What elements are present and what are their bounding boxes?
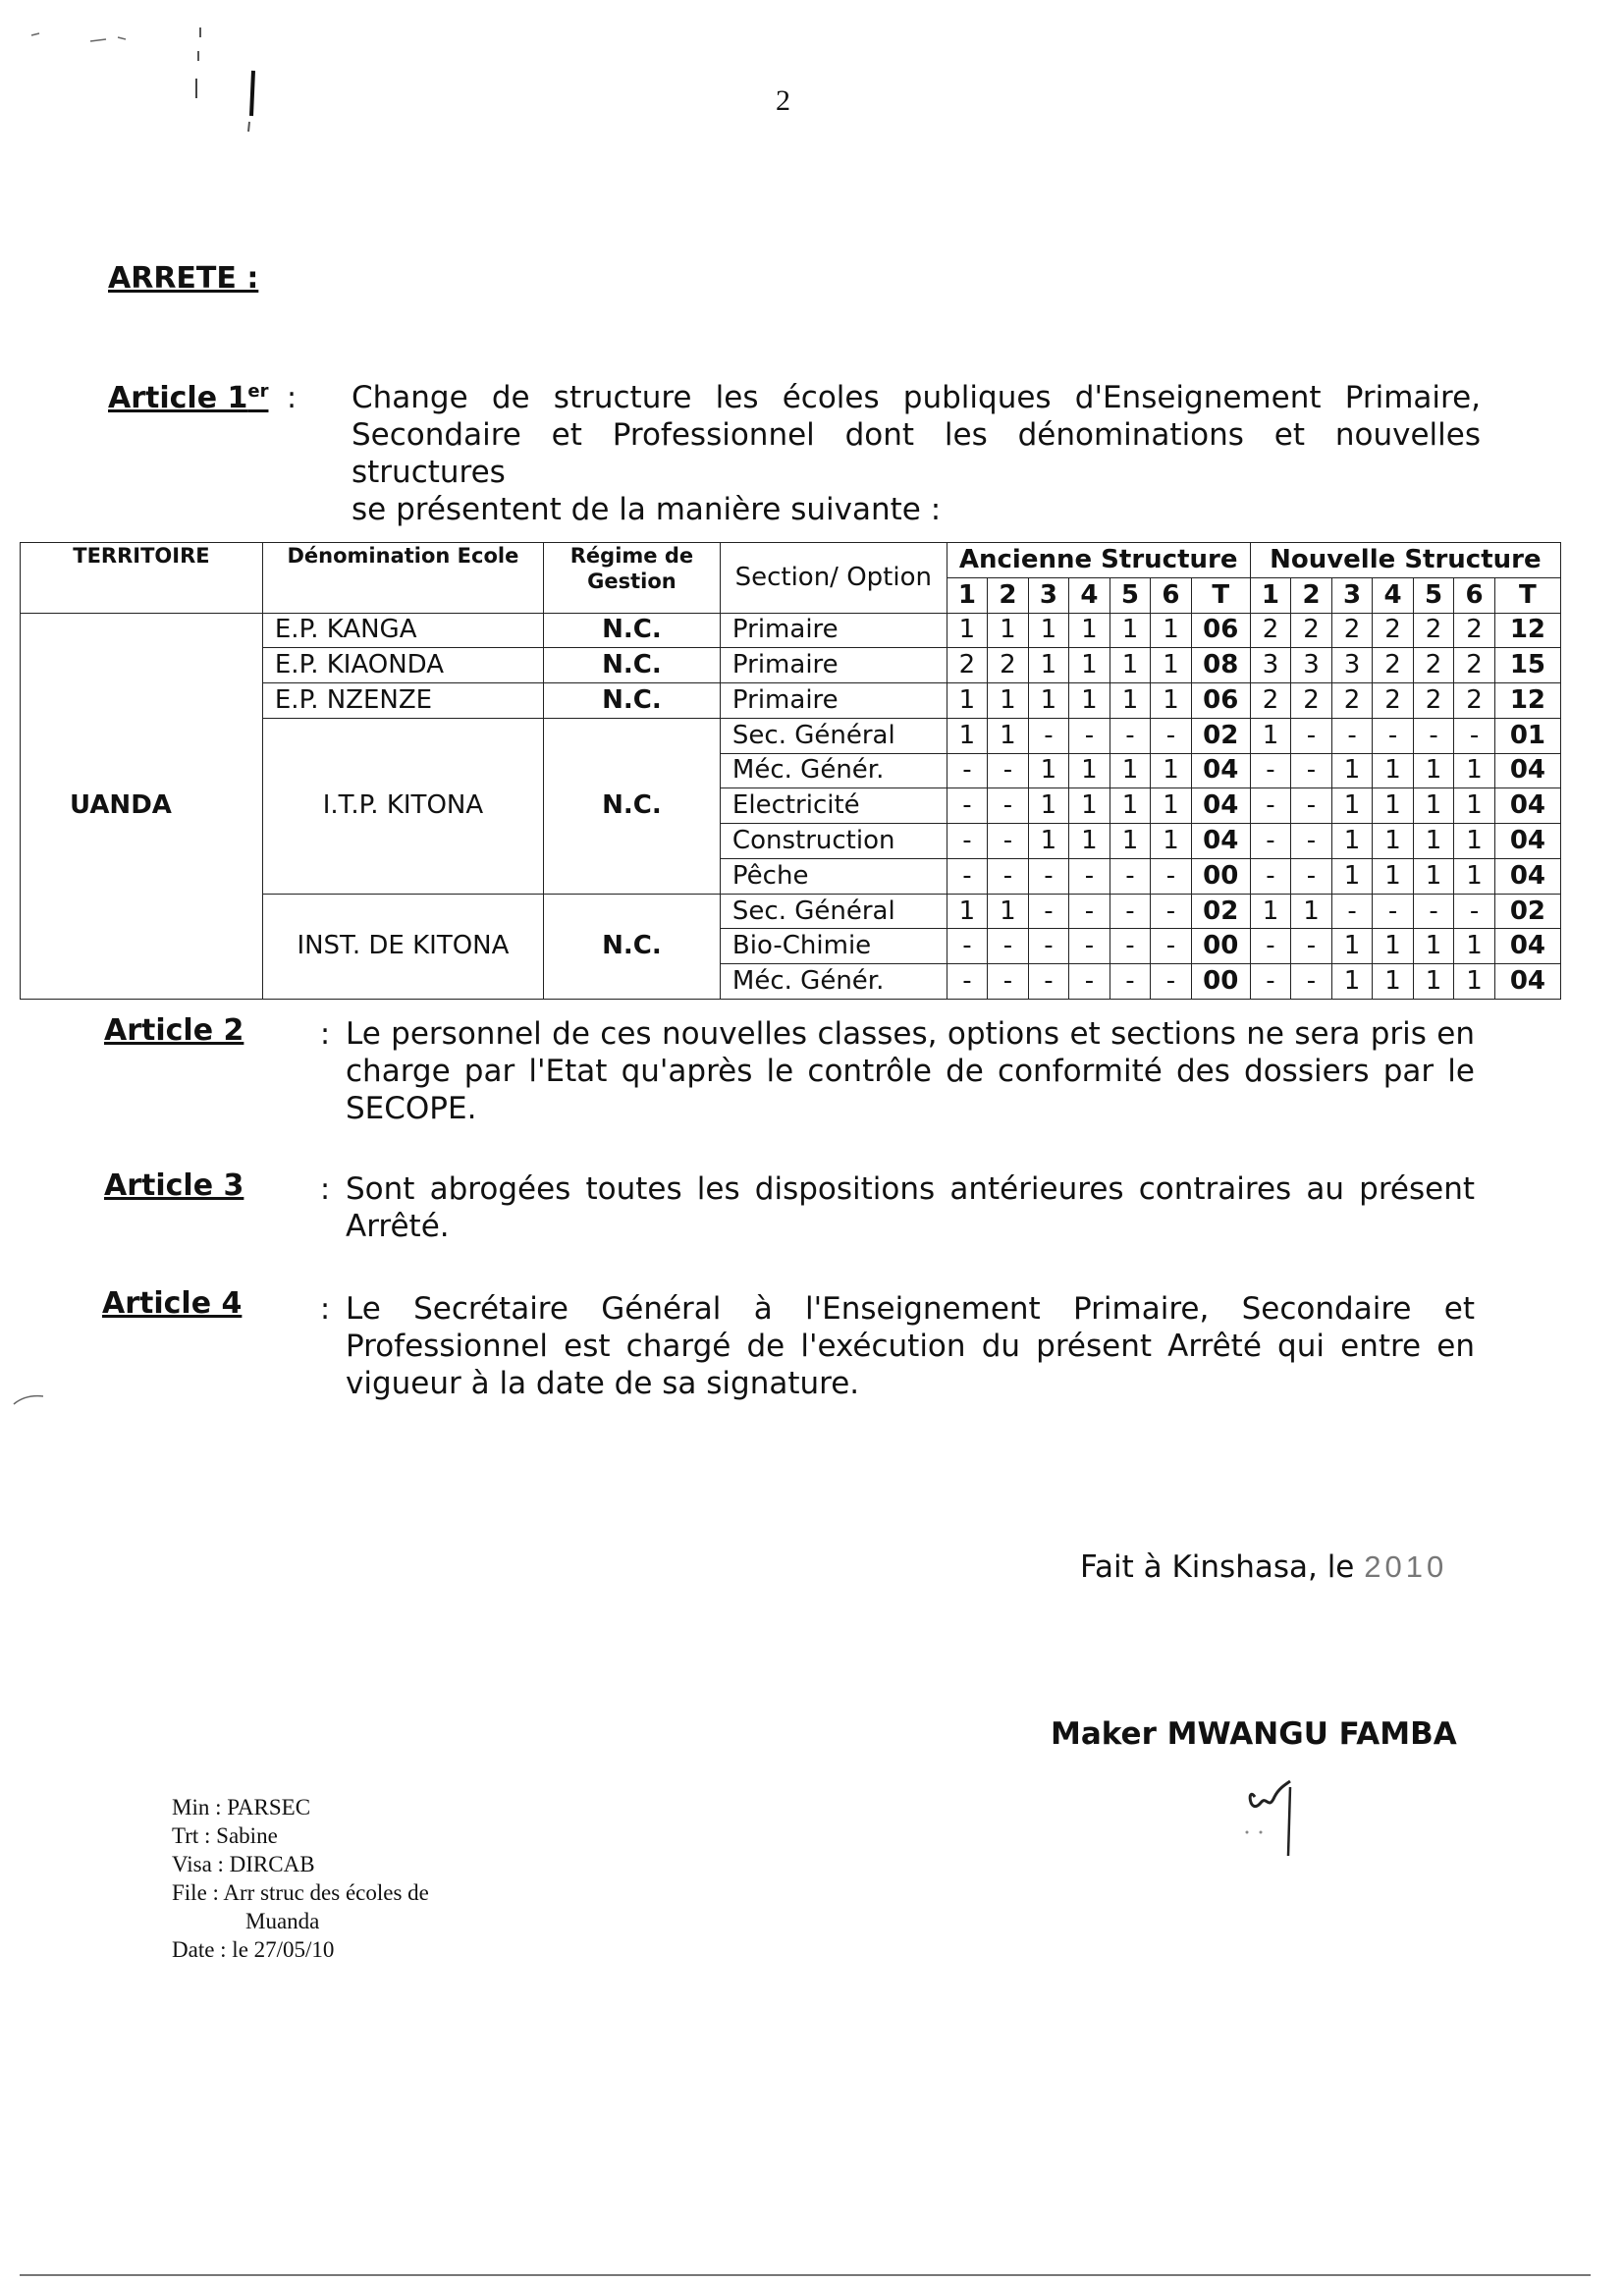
article-4-line: Le Secrétaire Général à l'Enseignement Primaire, Secondaire et — [346, 1291, 1475, 1327]
nouvelle-value-cell: 1 — [1331, 753, 1373, 788]
ancienne-value-cell: - — [1028, 929, 1069, 964]
ancienne-value-cell: 04 — [1191, 788, 1250, 824]
nouvelle-value-cell: 1 — [1331, 929, 1373, 964]
nouvelle-value-cell: - — [1250, 858, 1291, 894]
nouvelle-value-cell: - — [1291, 753, 1332, 788]
regime-cell: N.C. — [543, 894, 720, 999]
regime-cell: N.C. — [543, 613, 720, 648]
regime-cell: N.C. — [543, 718, 720, 894]
nouvelle-value-cell: 2 — [1291, 613, 1332, 648]
col-header: 3 — [1331, 577, 1373, 613]
nouvelle-value-cell: - — [1250, 824, 1291, 859]
article-2-line: Le personnel de ces nouvelles classes, options et sections ne sera pris en — [346, 1016, 1475, 1052]
nouvelle-value-cell: - — [1454, 718, 1495, 753]
ancienne-value-cell: - — [988, 824, 1029, 859]
ancienne-value-cell: - — [1110, 858, 1151, 894]
nouvelle-value-cell: 12 — [1494, 683, 1560, 719]
header-regime: Régime de Gestion — [543, 543, 720, 614]
header-ancienne-structure: Ancienne Structure — [947, 543, 1250, 578]
nouvelle-value-cell: 15 — [1494, 648, 1560, 683]
ancienne-value-cell: 1 — [1069, 613, 1110, 648]
nouvelle-value-cell: 04 — [1494, 858, 1560, 894]
ancienne-value-cell: 1 — [1028, 753, 1069, 788]
section-cell: Primaire — [720, 648, 947, 683]
scan-artifacts — [0, 0, 295, 157]
section-cell: Construction — [720, 824, 947, 859]
article-2-line: SECOPE. — [346, 1091, 477, 1126]
nouvelle-value-cell: 3 — [1331, 648, 1373, 683]
place-date-line — [1080, 1549, 1447, 1585]
ancienne-value-cell: 1 — [1028, 788, 1069, 824]
ancienne-value-cell: 1 — [947, 613, 988, 648]
ancienne-value-cell: 1 — [988, 894, 1029, 929]
col-header: 4 — [1069, 577, 1110, 613]
nouvelle-value-cell: - — [1413, 894, 1454, 929]
ancienne-value-cell: - — [1110, 929, 1151, 964]
nouvelle-value-cell: 1 — [1454, 824, 1495, 859]
ancienne-value-cell: 08 — [1191, 648, 1250, 683]
ancienne-value-cell: 2 — [947, 648, 988, 683]
article-2-line: charge par l'Etat qu'après le contrôle de conformité des dossiers par le — [346, 1054, 1475, 1089]
nouvelle-value-cell: - — [1373, 718, 1414, 753]
header-territoire: TERRITOIRE — [21, 543, 263, 614]
nouvelle-value-cell: 1 — [1373, 824, 1414, 859]
nouvelle-value-cell: 01 — [1494, 718, 1560, 753]
ancienne-value-cell: - — [988, 858, 1029, 894]
ancienne-value-cell: - — [988, 788, 1029, 824]
header-nouvelle-structure: Nouvelle Structure — [1250, 543, 1560, 578]
nouvelle-value-cell: 1 — [1250, 718, 1291, 753]
col-header: 4 — [1373, 577, 1414, 613]
nouvelle-value-cell: 2 — [1291, 683, 1332, 719]
nouvelle-value-cell: - — [1291, 858, 1332, 894]
ancienne-value-cell: 1 — [1069, 683, 1110, 719]
ancienne-value-cell: 1 — [1110, 824, 1151, 859]
nouvelle-value-cell: - — [1291, 718, 1332, 753]
ancienne-value-cell: 1 — [1028, 648, 1069, 683]
territoire-cell: UANDA — [21, 613, 263, 999]
signature-icon — [1227, 1767, 1345, 1866]
nouvelle-value-cell: 1 — [1454, 858, 1495, 894]
article-4-line: vigueur à la date de sa signature. — [346, 1366, 860, 1401]
nouvelle-value-cell: 1 — [1454, 788, 1495, 824]
ancienne-value-cell: 1 — [1110, 753, 1151, 788]
ancienne-value-cell: - — [1069, 964, 1110, 1000]
nouvelle-value-cell: 2 — [1331, 683, 1373, 719]
article-1-line: se présentent de la manière suivante : — [352, 492, 942, 527]
nouvelle-value-cell: 04 — [1494, 964, 1560, 1000]
article-3-line: Sont abrogées toutes les dispositions antérieures contraires au présent — [346, 1171, 1475, 1207]
nouvelle-value-cell: - — [1250, 753, 1291, 788]
ancienne-value-cell: - — [947, 788, 988, 824]
nouvelle-value-cell: 1 — [1454, 753, 1495, 788]
ref-line: Min : PARSEC — [172, 1795, 311, 1819]
nouvelle-value-cell: 2 — [1454, 648, 1495, 683]
ancienne-value-cell: 2 — [988, 648, 1029, 683]
nouvelle-value-cell: 2 — [1373, 613, 1414, 648]
section-cell: Primaire — [720, 613, 947, 648]
ancienne-value-cell: 1 — [1151, 648, 1192, 683]
col-header: 5 — [1110, 577, 1151, 613]
col-header: 3 — [1028, 577, 1069, 613]
nouvelle-value-cell: 3 — [1250, 648, 1291, 683]
nouvelle-value-cell: 1 — [1413, 964, 1454, 1000]
ancienne-value-cell: 1 — [1028, 824, 1069, 859]
col-header: 1 — [1250, 577, 1291, 613]
ancienne-value-cell: - — [947, 929, 988, 964]
col-header: 1 — [947, 577, 988, 613]
ancienne-value-cell: 1 — [947, 894, 988, 929]
date-stamp: 2010 — [1364, 1549, 1448, 1584]
section-cell: Bio-Chimie — [720, 929, 947, 964]
ancienne-value-cell: 1 — [1110, 648, 1151, 683]
nouvelle-value-cell: 1 — [1413, 753, 1454, 788]
ancienne-value-cell: 1 — [1151, 788, 1192, 824]
ancienne-value-cell: 1 — [1069, 788, 1110, 824]
ancienne-value-cell: 1 — [1151, 753, 1192, 788]
nouvelle-value-cell: 1 — [1331, 824, 1373, 859]
ancienne-value-cell: - — [1151, 894, 1192, 929]
ancienne-value-cell: 1 — [947, 683, 988, 719]
ref-line: Muanda — [245, 1909, 320, 1933]
nouvelle-value-cell: 04 — [1494, 929, 1560, 964]
ref-line: Visa : DIRCAB — [172, 1852, 315, 1876]
nouvelle-value-cell: 1 — [1413, 929, 1454, 964]
ancienne-value-cell: 1 — [988, 683, 1029, 719]
ancienne-value-cell: - — [1028, 964, 1069, 1000]
ancienne-value-cell: - — [1028, 858, 1069, 894]
ancienne-value-cell: 04 — [1191, 824, 1250, 859]
nouvelle-value-cell: 1 — [1331, 964, 1373, 1000]
nouvelle-value-cell: 1 — [1413, 788, 1454, 824]
ancienne-value-cell: - — [1110, 718, 1151, 753]
ref-line: File : Arr struc des écoles de — [172, 1880, 429, 1905]
ref-line: Date : le 27/05/10 — [172, 1937, 335, 1962]
ancienne-value-cell: 06 — [1191, 613, 1250, 648]
nouvelle-value-cell: - — [1291, 929, 1332, 964]
nouvelle-value-cell: - — [1454, 894, 1495, 929]
nouvelle-value-cell: - — [1331, 894, 1373, 929]
ancienne-value-cell: 1 — [1110, 788, 1151, 824]
section-cell: Méc. Génér. — [720, 964, 947, 1000]
ancienne-value-cell: 1 — [1151, 683, 1192, 719]
structure-table — [20, 542, 1561, 1000]
ancienne-value-cell: 00 — [1191, 964, 1250, 1000]
ancienne-value-cell: - — [947, 858, 988, 894]
ancienne-value-cell: - — [1110, 894, 1151, 929]
ecole-cell: E.P. KANGA — [262, 613, 543, 648]
nouvelle-value-cell: 2 — [1413, 613, 1454, 648]
ancienne-value-cell: - — [1151, 964, 1192, 1000]
article-2-colon: : — [320, 1017, 331, 1052]
nouvelle-value-cell: 04 — [1494, 788, 1560, 824]
ancienne-value-cell: - — [947, 753, 988, 788]
nouvelle-value-cell: 1 — [1373, 858, 1414, 894]
nouvelle-value-cell: 1 — [1373, 788, 1414, 824]
ancienne-value-cell: 1 — [1151, 824, 1192, 859]
ancienne-value-cell: 1 — [1151, 613, 1192, 648]
ancienne-value-cell: - — [1110, 964, 1151, 1000]
nouvelle-value-cell: - — [1291, 824, 1332, 859]
ancienne-value-cell: 1 — [1110, 613, 1151, 648]
page-number: 2 — [776, 84, 790, 117]
ancienne-value-cell: 1 — [1069, 824, 1110, 859]
ancienne-value-cell: - — [947, 964, 988, 1000]
nouvelle-value-cell: 1 — [1291, 894, 1332, 929]
nouvelle-value-cell: 1 — [1331, 788, 1373, 824]
header-denomination: Dénomination Ecole — [262, 543, 543, 614]
article-4-colon: : — [320, 1292, 331, 1327]
nouvelle-value-cell: 04 — [1494, 753, 1560, 788]
article-3-text — [346, 1170, 1475, 1245]
arrete-heading: ARRETE : — [108, 261, 259, 296]
ancienne-value-cell: 1 — [988, 613, 1029, 648]
nouvelle-value-cell: 2 — [1373, 683, 1414, 719]
section-cell: Primaire — [720, 683, 947, 719]
ancienne-value-cell: - — [988, 753, 1029, 788]
article-3-label: Article 3 — [104, 1168, 244, 1203]
article-1-line: Change de structure les écoles publiques d'Enseignement Primaire, — [352, 380, 1481, 415]
ancienne-value-cell: 1 — [1069, 753, 1110, 788]
ancienne-value-cell: 1 — [1110, 683, 1151, 719]
section-cell: Electricité — [720, 788, 947, 824]
ancienne-value-cell: - — [1069, 718, 1110, 753]
ecole-cell: E.P. KIAONDA — [262, 648, 543, 683]
article-1-label: Article 1er — [108, 381, 269, 415]
ancienne-value-cell: 04 — [1191, 753, 1250, 788]
article-1-text — [352, 379, 1481, 528]
article-2-text — [346, 1015, 1475, 1127]
col-header: 2 — [988, 577, 1029, 613]
ancienne-value-cell: 02 — [1191, 718, 1250, 753]
section-cell: Sec. Général — [720, 718, 947, 753]
nouvelle-value-cell: 2 — [1454, 683, 1495, 719]
nouvelle-value-cell: 02 — [1494, 894, 1560, 929]
nouvelle-value-cell: 12 — [1494, 613, 1560, 648]
ecole-cell: I.T.P. KITONA — [262, 718, 543, 894]
article-4-line: Professionnel est chargé de l'exécution du présent Arrêté qui entre en — [346, 1329, 1475, 1364]
nouvelle-value-cell: - — [1413, 718, 1454, 753]
ancienne-value-cell: - — [1069, 929, 1110, 964]
section-cell: Pêche — [720, 858, 947, 894]
article-1-line: Secondaire et Professionnel dont les dénominations et nouvelles structures — [352, 417, 1481, 490]
col-header: T — [1494, 577, 1560, 613]
nouvelle-value-cell: 1 — [1373, 753, 1414, 788]
article-4-text — [346, 1290, 1475, 1402]
ancienne-value-cell: 1 — [1028, 683, 1069, 719]
nouvelle-value-cell: 2 — [1373, 648, 1414, 683]
col-header: T — [1191, 577, 1250, 613]
article-1-colon: : — [287, 381, 298, 415]
regime-cell: N.C. — [543, 648, 720, 683]
ancienne-value-cell: 1 — [1069, 648, 1110, 683]
fait-text: Fait à Kinshasa, le — [1080, 1549, 1355, 1585]
nouvelle-value-cell: 1 — [1413, 858, 1454, 894]
ancienne-value-cell: - — [988, 964, 1029, 1000]
ecole-cell: INST. DE KITONA — [262, 894, 543, 999]
ancienne-value-cell: 1 — [947, 718, 988, 753]
nouvelle-value-cell: 04 — [1494, 824, 1560, 859]
ancienne-value-cell: - — [1069, 858, 1110, 894]
nouvelle-value-cell: - — [1373, 894, 1414, 929]
article-3-line: Arrêté. — [346, 1209, 450, 1244]
col-header: 5 — [1413, 577, 1454, 613]
section-cell: Méc. Génér. — [720, 753, 947, 788]
nouvelle-value-cell: 3 — [1291, 648, 1332, 683]
nouvelle-value-cell: - — [1291, 964, 1332, 1000]
nouvelle-value-cell: 1 — [1250, 894, 1291, 929]
ancienne-value-cell: 00 — [1191, 858, 1250, 894]
nouvelle-value-cell: - — [1291, 788, 1332, 824]
ancienne-value-cell: 1 — [1028, 613, 1069, 648]
reference-block — [172, 1793, 429, 1964]
table-row — [21, 613, 1561, 648]
ecole-cell: E.P. NZENZE — [262, 683, 543, 719]
ref-line: Trt : Sabine — [172, 1823, 278, 1848]
nouvelle-value-cell: 1 — [1454, 964, 1495, 1000]
ancienne-value-cell: - — [1151, 858, 1192, 894]
ancienne-value-cell: 00 — [1191, 929, 1250, 964]
nouvelle-value-cell: 1 — [1331, 858, 1373, 894]
nouvelle-value-cell: 2 — [1454, 613, 1495, 648]
nouvelle-value-cell: - — [1250, 788, 1291, 824]
ancienne-value-cell: - — [988, 929, 1029, 964]
ancienne-value-cell: - — [1028, 718, 1069, 753]
nouvelle-value-cell: 1 — [1373, 964, 1414, 1000]
nouvelle-value-cell: - — [1250, 929, 1291, 964]
ancienne-value-cell: - — [1151, 929, 1192, 964]
ancienne-value-cell: - — [1069, 894, 1110, 929]
nouvelle-value-cell: 1 — [1454, 929, 1495, 964]
nouvelle-value-cell: 2 — [1413, 683, 1454, 719]
article-2-label: Article 2 — [104, 1013, 244, 1048]
nouvelle-value-cell: 2 — [1250, 683, 1291, 719]
ancienne-value-cell: 06 — [1191, 683, 1250, 719]
ancienne-value-cell: - — [947, 824, 988, 859]
regime-cell: N.C. — [543, 683, 720, 719]
col-header: 6 — [1151, 577, 1192, 613]
bottom-scan-line — [20, 2274, 1591, 2276]
ancienne-value-cell: - — [1151, 718, 1192, 753]
article-3-colon: : — [320, 1172, 331, 1207]
col-header: 2 — [1291, 577, 1332, 613]
signer-name: Maker MWANGU FAMBA — [1051, 1716, 1457, 1752]
nouvelle-value-cell: 2 — [1413, 648, 1454, 683]
col-header: 6 — [1454, 577, 1495, 613]
nouvelle-value-cell: 1 — [1373, 929, 1414, 964]
nouvelle-value-cell: - — [1331, 718, 1373, 753]
nouvelle-value-cell: 2 — [1250, 613, 1291, 648]
nouvelle-value-cell: - — [1250, 964, 1291, 1000]
nouvelle-value-cell: 1 — [1413, 824, 1454, 859]
section-cell: Sec. Général — [720, 894, 947, 929]
nouvelle-value-cell: 2 — [1331, 613, 1373, 648]
ancienne-value-cell: - — [1028, 894, 1069, 929]
header-section: Section/ Option — [720, 543, 947, 614]
margin-mark — [10, 1390, 49, 1410]
article-4-label: Article 4 — [102, 1286, 243, 1321]
ancienne-value-cell: 1 — [988, 718, 1029, 753]
ancienne-value-cell: 02 — [1191, 894, 1250, 929]
